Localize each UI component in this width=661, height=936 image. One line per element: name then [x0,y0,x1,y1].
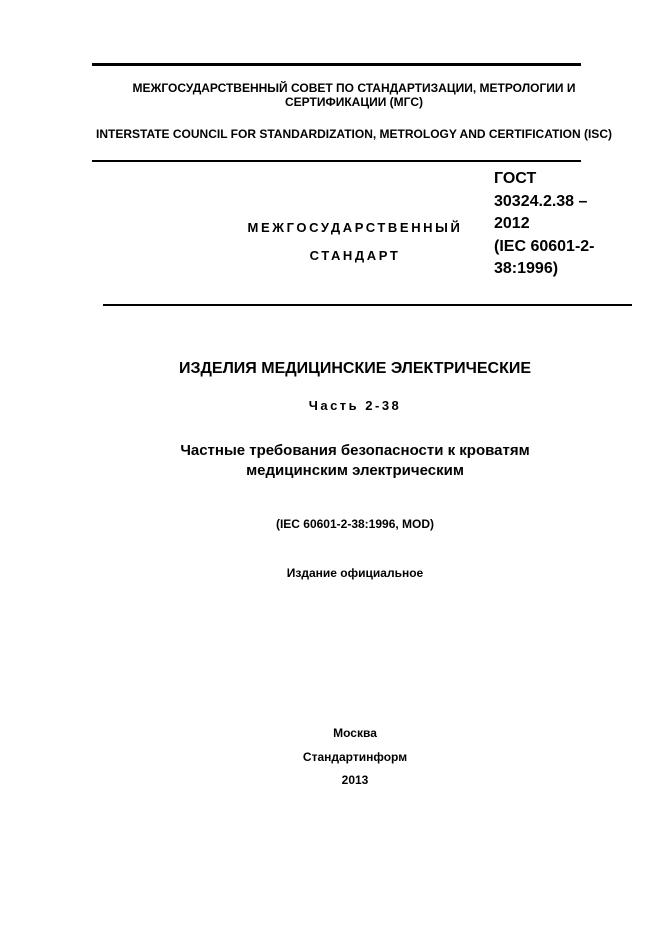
publisher: Стандартинформ [302,750,408,764]
top-rule [92,63,581,66]
standard-type [210,214,500,270]
gost-line: 38:1996) [494,260,559,277]
gost-number [494,168,634,281]
gost-line: 30324.2.38 – [494,192,588,210]
iec-reference: (IEC 60601-2-38:1996, MOD) [275,517,435,531]
city: Москва [333,726,377,740]
year: 2013 [341,773,369,787]
subtitle-line: Частные требования безопасности к кроватям [180,442,530,459]
standard-type-line1: МЕЖГОСУДАРСТВЕННЫЙ [247,220,463,235]
standard-rule [103,304,632,306]
council-name-ru: МЕЖГОСУДАРСТВЕННЫЙ СОВЕТ ПО СТАНДАРТИЗАЦИИ, МЕТРОЛОГИИ И СЕРТИФИКАЦИИ (МГС) [132,81,576,109]
edition-label: Издание официальное [286,566,424,580]
gost-line: 2012 [494,215,530,232]
document-part: Часть 2-38 [308,398,402,413]
gost-line: (IEC 60601-2- [494,237,595,255]
council-name-en: INTERSTATE COUNCIL FOR STANDARDIZATION, METROLOGY AND CERTIFICATION (ISC) [96,127,612,141]
header-rule [92,160,581,162]
document-title: ИЗДЕЛИЯ МЕДИЦИНСКИЕ ЭЛЕКТРИЧЕСКИЕ [178,360,532,377]
subtitle-line: медицинским электрическим [246,462,464,479]
document-subtitle [60,441,650,481]
standard-type-line2: СТАНДАРТ [309,248,401,263]
gost-line: ГОСТ [494,170,537,187]
